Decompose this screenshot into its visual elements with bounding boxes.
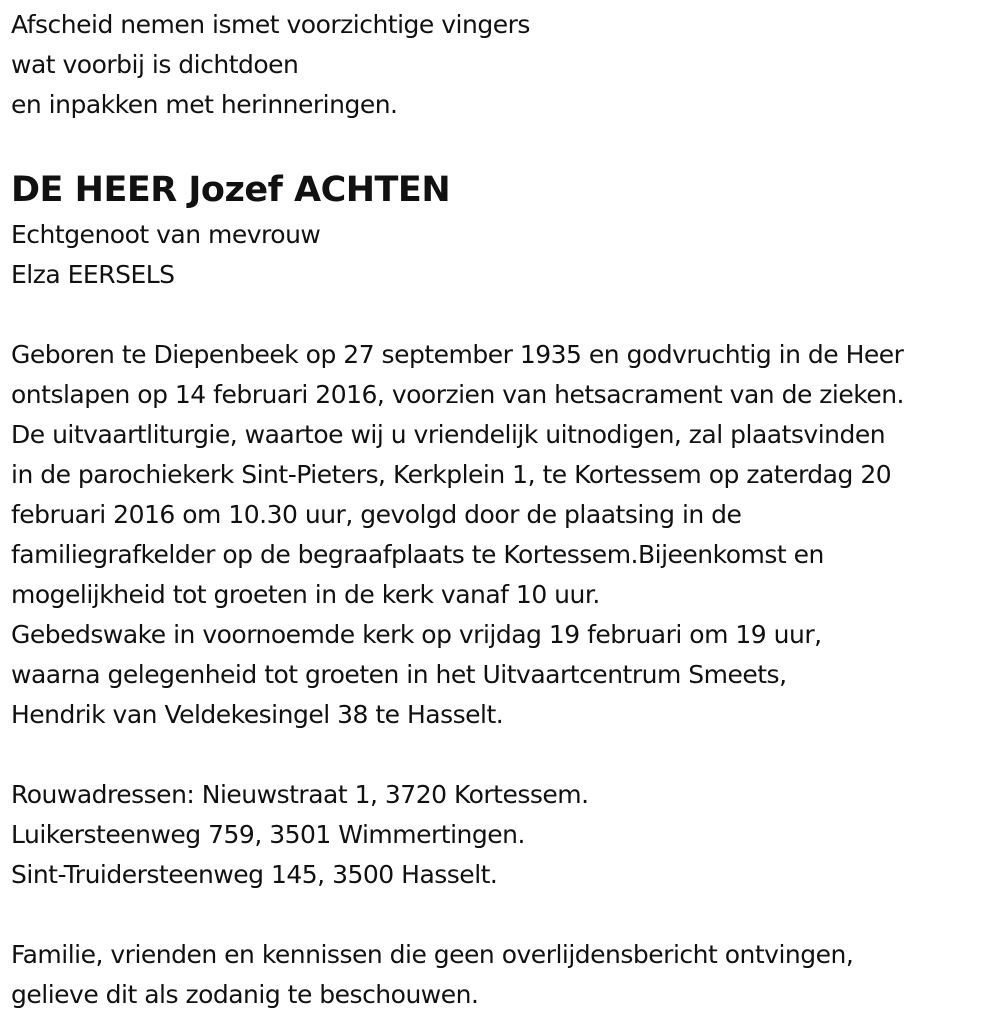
body-line: februari 2016 om 10.30 uur, gevolgd door de plaatsing in de xyxy=(11,500,742,529)
body-line: Geboren te Diepenbeek op 27 september 1935 en godvruchtig in de Heer xyxy=(11,340,904,369)
address-line: Sint-Truidersteenweg 145, 3500 Hasselt. xyxy=(11,860,498,889)
body-text xyxy=(11,335,996,735)
closing-line: Familie, vrienden en kennissen die geen overlijdensbericht ontvingen, xyxy=(11,940,854,969)
closing-line: gelieve dit als zodanig te beschouwen. xyxy=(11,980,479,1009)
poem xyxy=(11,5,996,125)
closing-note xyxy=(11,935,996,1015)
body-line: mogelijkheid tot groeten in de kerk vanaf 10 uur. xyxy=(11,580,600,609)
body-line: familiegrafkelder op de begraafplaats te Kortessem.Bijeenkomst en xyxy=(11,540,824,569)
body-line: Hendrik van Veldekesingel 38 te Hasselt. xyxy=(11,700,504,729)
body-line: in de parochiekerk Sint-Pieters, Kerkplein 1, te Kortessem op zaterdag 20 xyxy=(11,460,892,489)
spacer xyxy=(11,735,996,775)
obituary-notice xyxy=(11,5,996,1015)
body-line: De uitvaartliturgie, waartoe wij u vriendelijk uitnodigen, zal plaatsvinden xyxy=(11,420,886,449)
poem-line: wat voorbij is dichtdoen xyxy=(11,50,299,79)
mourning-addresses xyxy=(11,775,996,895)
address-line: Rouwadressen: Nieuwstraat 1, 3720 Kortessem. xyxy=(11,780,589,809)
address-line: Luikersteenweg 759, 3501 Wimmertingen. xyxy=(11,820,525,849)
spouse-line: Elza EERSELS xyxy=(11,260,175,289)
body-line: ontslapen op 14 februari 2016, voorzien van hetsacrament van de zieken. xyxy=(11,380,904,409)
poem-line: en inpakken met herinneringen. xyxy=(11,90,398,119)
body-line: waarna gelegenheid tot groeten in het Uitvaartcentrum Smeets, xyxy=(11,660,787,689)
poem-line: Afscheid nemen ismet voorzichtige vingers xyxy=(11,10,530,39)
spouse-info xyxy=(11,215,996,295)
body-line: Gebedswake in voornoemde kerk op vrijdag 19 februari om 19 uur, xyxy=(11,620,822,649)
spacer xyxy=(11,295,996,335)
spacer xyxy=(11,895,996,935)
deceased-name-title: DE HEER Jozef ACHTEN xyxy=(11,170,451,210)
spouse-line: Echtgenoot van mevrouw xyxy=(11,220,321,249)
